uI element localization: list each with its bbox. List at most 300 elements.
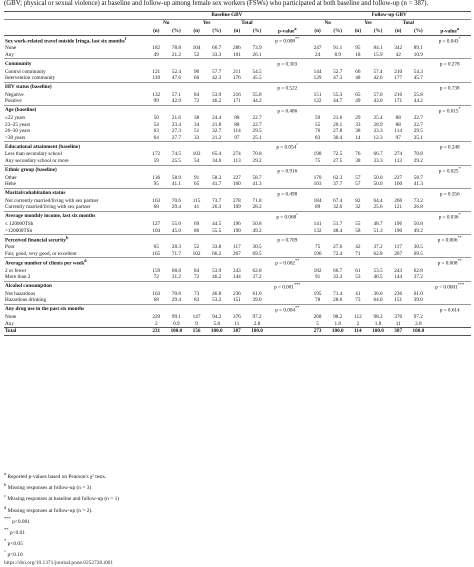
followup-pvalue: p = 0.248 <box>428 142 471 152</box>
section-label: Educational attainment (baseline) <box>4 142 267 152</box>
table-cell: 61.0 <box>413 290 423 297</box>
table-cell: 34.6 <box>212 158 222 165</box>
table-cell: 26.1 <box>252 51 262 58</box>
table-cell: 11 <box>395 320 401 327</box>
table-cell: 15.9 <box>373 51 383 58</box>
table-cell: 54 <box>153 121 159 128</box>
table-row <box>4 92 471 99</box>
table-cell: 227 <box>394 174 403 181</box>
table-row <box>4 175 471 182</box>
table-cell: 25.4 <box>373 115 383 122</box>
table-cell: 44.2 <box>413 98 423 105</box>
table-cell: 20.1 <box>333 121 343 128</box>
table-cell: 273 <box>307 328 327 336</box>
table-cell <box>428 135 471 142</box>
table-cell: 70.6 <box>171 197 181 204</box>
table-cell: 29.2 <box>413 158 423 165</box>
header-no: No <box>163 19 170 26</box>
followup-pvalue: p = 0.278 <box>428 59 471 69</box>
section-header-row <box>4 304 471 314</box>
header-pct: (%) <box>368 26 388 36</box>
table-cell: 33 <box>355 121 361 128</box>
table-cell: 216 <box>394 91 403 98</box>
table-cell: 172 <box>152 151 161 158</box>
table-cell: 247 <box>313 45 322 52</box>
table-row <box>4 267 471 274</box>
table-cell: 70.8 <box>252 151 262 158</box>
table-cell <box>267 75 307 82</box>
table-cell <box>428 75 471 82</box>
table-cell: 1.8 <box>374 320 382 327</box>
table-cell: 33.3 <box>373 128 383 135</box>
table-cell <box>428 228 471 235</box>
table-cell: 53.2 <box>212 297 222 304</box>
table-cell: 170 <box>313 174 322 181</box>
table-row <box>4 135 471 142</box>
table-cell <box>428 52 471 59</box>
table-cell: 52.4 <box>171 68 181 75</box>
table-cell: 144 <box>313 68 322 75</box>
section-header-row <box>4 142 471 152</box>
table-cell: 112 <box>354 313 362 320</box>
table-cell: 8.9 <box>334 51 341 58</box>
table-cell: 72 <box>193 98 200 105</box>
table-cell <box>267 320 307 327</box>
table-cell: 57.0 <box>373 91 383 98</box>
followup-pvalue: p = 0.015* <box>428 105 471 115</box>
table-cell: 110 <box>152 75 161 82</box>
table-cell: 64 <box>153 134 159 141</box>
table-cell: 62.8 <box>252 267 262 274</box>
table-cell: 25.5 <box>171 158 181 165</box>
table-row <box>4 228 471 235</box>
table-cell: 30.5 <box>413 244 423 251</box>
table-cell: 144 <box>394 274 403 281</box>
table-cell: 58.9 <box>171 174 181 181</box>
table-cell: 21.2 <box>171 51 181 58</box>
followup-pvalue: p = 0.614 <box>428 304 471 314</box>
table-cell: 41.1 <box>171 181 181 188</box>
section-header-row <box>4 36 471 46</box>
table-cell: 104 <box>152 227 161 234</box>
table-cell: 55 <box>314 121 321 128</box>
row-label: Positive <box>5 98 22 105</box>
row-label: None <box>5 45 17 52</box>
table-cell: 342 <box>394 45 403 52</box>
header-pvalue: p-value$^a$ <box>428 26 471 36</box>
table-cell: 29.5 <box>252 128 262 135</box>
header-no: No <box>324 19 331 26</box>
table-cell: 95 <box>355 45 361 52</box>
table-cell: 129 <box>313 75 322 82</box>
table-cell: 65.4 <box>212 151 222 158</box>
header-n: (n) <box>348 26 368 36</box>
table-cell: 67.4 <box>333 197 343 204</box>
table-cell: 21.2 <box>212 134 222 141</box>
table-cell: 88 <box>395 115 401 122</box>
table-cell: 51.3 <box>373 227 383 234</box>
table-cell: 114 <box>348 328 368 336</box>
table-cell: 89 <box>314 204 321 211</box>
table-cell: 37.2 <box>252 274 262 281</box>
table-cell <box>267 122 307 129</box>
section-label: Community <box>4 59 267 69</box>
table-cell: 48 <box>355 75 361 82</box>
table-cell: 94.2 <box>212 313 222 320</box>
table-cell: 1.8 <box>334 320 341 327</box>
table-cell: 2 <box>154 320 158 327</box>
baseline-pvalue: p = 0.068^ <box>267 211 307 221</box>
table-cell: 53 <box>355 274 361 281</box>
footnote: *** p<0.001 <box>4 515 30 525</box>
table-cell <box>267 115 307 122</box>
table-row <box>4 128 471 135</box>
section-label: Age (baseline) <box>4 105 267 115</box>
table-cell: 37.7 <box>333 181 343 188</box>
table-cell: 50.8 <box>413 221 423 228</box>
table-cell: 91 <box>314 274 321 281</box>
table-cell: 132 <box>313 227 322 234</box>
baseline-pvalue: p = 0.486 <box>267 105 307 115</box>
table-cell: 72 <box>193 274 200 281</box>
table-cell: 100.0 <box>408 328 428 336</box>
table-cell <box>267 314 307 321</box>
row-label: Not currently married/living with sex partner <box>5 197 99 204</box>
baseline-pvalue: p = 0.004** <box>267 304 307 314</box>
table-cell: 52.7 <box>333 68 343 75</box>
row-label: Any <box>5 320 14 327</box>
table-cell: 58.7 <box>252 174 262 181</box>
table-cell: 83 <box>314 134 321 141</box>
table-cell: 98.2 <box>333 313 343 320</box>
table-row <box>4 115 471 122</box>
header-yes: Yes <box>202 19 211 26</box>
table-cell: 37.2 <box>373 244 383 251</box>
table-cell: 121 <box>152 68 161 75</box>
table-cell <box>428 92 471 99</box>
table-cell: 48.4 <box>333 227 343 234</box>
table-cell <box>267 92 307 99</box>
table-cell: 243 <box>232 267 241 274</box>
followup-pvalue: p < 0.0001*** <box>428 281 471 291</box>
table-cell: 44.7 <box>333 98 343 105</box>
row-label: Negative <box>5 91 24 98</box>
row-label: Total <box>4 328 146 336</box>
table-cell: 227 <box>232 174 241 181</box>
table-cell: 184 <box>313 197 322 204</box>
row-label: 23–25 years <box>5 121 31 128</box>
table-cell: 75 <box>314 158 321 165</box>
followup-pvalue: p = 0.008** <box>428 258 471 268</box>
table-cell: 71.4 <box>333 290 343 297</box>
table-cell: 63 <box>153 128 159 135</box>
table-cell <box>428 198 471 205</box>
table-cell: 121 <box>394 204 403 211</box>
table-cell <box>428 115 471 122</box>
table-cell: 46.2 <box>212 98 222 105</box>
table-cell: 12.3 <box>373 134 383 141</box>
table-row <box>4 151 471 158</box>
table-body <box>4 36 471 335</box>
table-cell <box>267 291 307 298</box>
table-cell <box>267 128 307 135</box>
footnote: ** p<0.01 <box>4 527 26 536</box>
table-cell: 387 <box>227 328 247 336</box>
table-cell: 9 <box>195 320 198 327</box>
table-cell: 47.3 <box>333 75 343 82</box>
table-cell: 113 <box>394 158 402 165</box>
table-cell: 22.7 <box>413 121 423 128</box>
header-n: (n) <box>186 26 206 36</box>
table-cell: 57.4 <box>373 68 383 75</box>
followup-pvalue: p = 0.356 <box>428 188 471 198</box>
table-cell: 2 <box>356 320 360 327</box>
table-cell: 76 <box>355 151 361 158</box>
table-cell: 132 <box>152 91 161 98</box>
table-cell: 27.3 <box>171 128 181 135</box>
section-header-row <box>4 258 471 268</box>
header-n: (n) <box>227 26 247 36</box>
section-header-row <box>4 188 471 198</box>
table-row <box>4 52 471 59</box>
table-cell: 47.6 <box>171 75 181 82</box>
table-cell: 22.7 <box>413 115 423 122</box>
table-cell: 53.9 <box>212 267 222 274</box>
table-cell: 72.5 <box>333 151 343 158</box>
table-cell: 163 <box>152 197 161 204</box>
table-cell: 61 <box>355 267 361 274</box>
section-label: Marital/cohabitation status <box>4 188 267 198</box>
table-cell: 243 <box>394 267 403 274</box>
table-cell: 22.7 <box>252 115 262 122</box>
table-cell: 34 <box>193 121 200 128</box>
table-cell <box>267 267 307 274</box>
table-cell: 44.5 <box>212 221 222 228</box>
table-cell: 41.7 <box>212 181 222 188</box>
table-row <box>4 198 471 205</box>
table-cell: 5.8 <box>213 320 220 327</box>
table-cell: 141 <box>313 221 322 228</box>
table-cell: 28.6 <box>333 297 343 304</box>
table-cell: 50.0 <box>373 181 383 188</box>
table-cell <box>267 328 307 336</box>
row-label: Less than secondary school <box>5 151 62 158</box>
table-cell: 53.9 <box>212 91 222 98</box>
table-cell: 62.8 <box>413 267 423 274</box>
table-cell <box>428 291 471 298</box>
table-cell: 196 <box>232 221 241 228</box>
section-header-row <box>4 105 471 115</box>
section-label: Average monthly income, last six months <box>4 211 267 221</box>
table-cell: 102 <box>192 151 201 158</box>
table-cell: 83 <box>193 297 200 304</box>
table-cell: 88 <box>395 121 401 128</box>
table-cell: 78 <box>314 297 321 304</box>
row-label: >120000TSh <box>5 227 33 234</box>
table-cell: 268 <box>313 313 322 320</box>
table-cell: 41 <box>355 290 361 297</box>
table-cell: 65 <box>153 244 159 251</box>
table-cell: 55 <box>355 221 361 228</box>
table-cell: 32 <box>355 204 361 211</box>
table-cell: 100.0 <box>368 328 388 336</box>
followup-pvalue: p = 0.036* <box>428 211 471 221</box>
table-cell: 66.7 <box>333 267 343 274</box>
table-cell: 10.9 <box>413 51 423 58</box>
section-label: Ethnic group (baseline) <box>4 165 267 175</box>
table-cell <box>267 181 307 188</box>
table-cell: 30.4 <box>333 134 343 141</box>
table-cell: 28.9 <box>373 121 383 128</box>
table-row <box>4 204 471 211</box>
table-cell: 159 <box>152 267 161 274</box>
table-cell <box>428 128 471 135</box>
table-cell: 33 <box>193 134 200 141</box>
table-row <box>4 320 471 327</box>
table-cell: 100.0 <box>328 328 348 336</box>
doi-link[interactable]: https://doi.org/10.1371/journal.pone.0252728.t001 <box>4 559 114 566</box>
table-cell <box>428 181 471 188</box>
table-cell: 236 <box>394 290 403 297</box>
header-pct: (%) <box>207 26 227 36</box>
header-row-units <box>4 26 471 36</box>
table-cell: 267 <box>232 250 241 257</box>
table-cell: 74.5 <box>171 151 181 158</box>
table-cell <box>428 122 471 129</box>
section-label: Average number of clients per week$^d$ <box>4 258 267 268</box>
table-cell: 25.6 <box>373 204 383 211</box>
table-cell: 50 <box>153 115 159 122</box>
table-cell <box>428 204 471 211</box>
footnote: $^d$ Missing responses at follow-up (n = 2). <box>4 504 93 514</box>
table-cell: 46.5 <box>373 274 383 281</box>
row-label: >30 years <box>5 134 26 141</box>
table-cell: 11 <box>234 320 240 327</box>
table-cell: 61.0 <box>252 290 262 297</box>
table-cell <box>267 135 307 142</box>
table-cell <box>428 314 471 321</box>
table-cell: 98.3 <box>373 313 383 320</box>
table-cell: 27.8 <box>333 128 343 135</box>
table-cell: 278 <box>232 197 241 204</box>
table-cell: 28.2 <box>252 204 262 211</box>
row-label: 2 or fewer <box>5 267 27 274</box>
table-cell: 22.7 <box>252 121 262 128</box>
table-cell: 144 <box>232 274 241 281</box>
table-cell: 147 <box>192 313 201 320</box>
table-cell: 57.7 <box>212 68 222 75</box>
table-cell: 37.2 <box>413 274 423 281</box>
table-cell <box>428 68 471 75</box>
table-cell: 114 <box>394 128 402 135</box>
row-label: Hazardous drinking <box>5 297 47 304</box>
table-cell: 5 <box>316 320 319 327</box>
table-cell: 82 <box>355 197 361 204</box>
header-total: Total <box>241 19 253 26</box>
table-cell: 27.7 <box>171 134 181 141</box>
table-cell: 376 <box>232 313 241 320</box>
table-cell: 41 <box>193 204 200 211</box>
table-cell: 70.8 <box>413 151 423 158</box>
table-cell: 73 <box>193 290 200 297</box>
table-cell: 66.7 <box>212 45 222 52</box>
table-cell: 376 <box>394 313 403 320</box>
table-cell: 45.0 <box>171 227 181 234</box>
table-cell: 62.8 <box>373 250 383 257</box>
row-label: ≤ 120000TSh <box>5 221 34 228</box>
table-cell <box>267 68 307 75</box>
table-cell: 66.2 <box>212 250 222 257</box>
table-cell: 97.2 <box>252 313 262 320</box>
table-cell <box>267 175 307 182</box>
table-cell: 55.8 <box>252 91 262 98</box>
table-cell: 42.6 <box>373 75 383 82</box>
table-cell <box>428 151 471 158</box>
table-cell: 113 <box>233 158 241 165</box>
baseline-pvalue: p = 0.054^ <box>267 142 307 152</box>
section-header-row <box>4 82 471 92</box>
table-cell: 42.9 <box>171 98 181 105</box>
table-cell: 36.0 <box>373 290 383 297</box>
table-cell: 29 <box>355 115 361 122</box>
table-cell: 49 <box>153 51 159 58</box>
header-baseline: Baseline GBV <box>146 12 307 20</box>
table-row <box>4 251 471 258</box>
row-label: 26–30 years <box>5 128 31 135</box>
table-cell: 38 <box>193 115 200 122</box>
table-cell <box>267 45 307 52</box>
section-header-row <box>4 59 471 69</box>
table-cell: 28.3 <box>171 244 181 251</box>
table-cell: 91.1 <box>333 45 343 52</box>
table-cell: 88 <box>234 121 240 128</box>
table-cell: 29.4 <box>171 297 181 304</box>
table-cell: 97 <box>395 134 401 141</box>
table-cell: 42 <box>395 51 401 58</box>
table-cell <box>267 158 307 165</box>
table-cell: 160 <box>232 181 241 188</box>
table-cell: 88 <box>234 115 240 122</box>
table-cell: 84.1 <box>373 45 383 52</box>
table-cell: 97 <box>234 134 240 141</box>
table-cell: 50.0 <box>373 174 383 181</box>
table-cell: 211 <box>233 68 241 75</box>
row-label: Control community <box>5 68 46 75</box>
table-cell: 68 <box>153 297 159 304</box>
table-cell: 52 <box>193 244 200 251</box>
table-cell: 190 <box>394 227 403 234</box>
header-pct: (%) <box>166 26 186 36</box>
table-cell <box>428 175 471 182</box>
table-cell: 100.0 <box>247 328 267 336</box>
table-cell: 195 <box>313 290 322 297</box>
total-row <box>4 328 471 336</box>
table-cell <box>428 251 471 258</box>
table-cell: 274 <box>394 151 403 158</box>
table-cell: 31.2 <box>171 274 181 281</box>
followup-pvalue: p = 0.006** <box>428 235 471 245</box>
table-cell <box>267 98 307 105</box>
table-cell: 91 <box>193 174 200 181</box>
table-row <box>4 122 471 129</box>
table-cell: 46.8 <box>212 290 222 297</box>
header-pct: (%) <box>408 26 428 36</box>
table-cell: 99 <box>153 98 159 105</box>
table-cell <box>428 221 471 228</box>
row-label: More than 2 <box>5 274 31 281</box>
table-cell: 29.2 <box>252 158 262 165</box>
row-label: Not hazardous <box>5 290 36 297</box>
